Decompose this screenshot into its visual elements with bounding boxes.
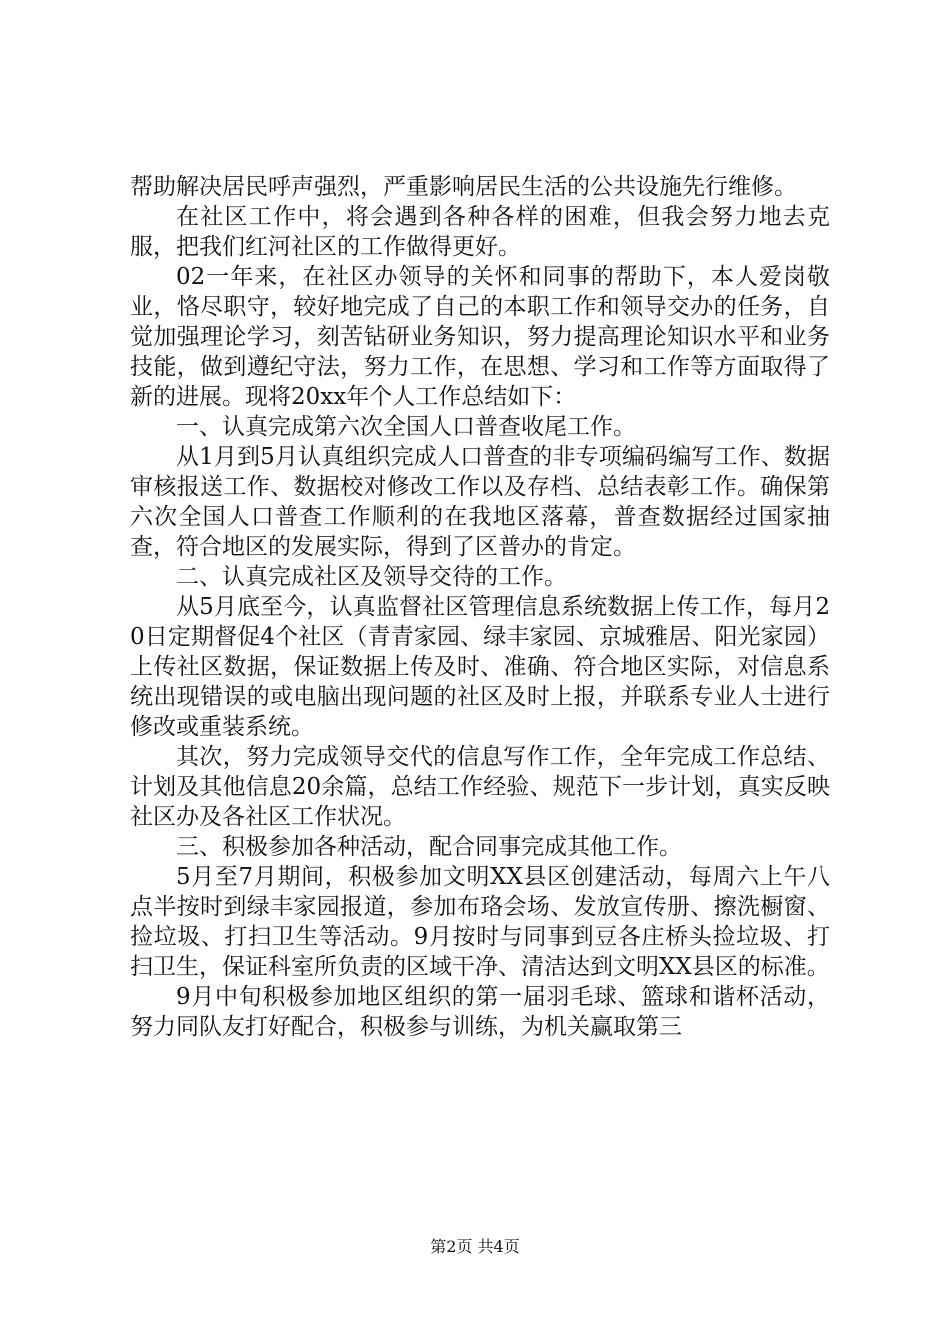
page-footer: 第2页 共4页 — [430, 1237, 520, 1256]
paragraph: 9月中旬积极参加地区组织的第一届羽毛球、篮球和谐杯活动，努力同队友打好配合，积极参与训练，为机关赢取第三 — [130, 984, 830, 1040]
paragraph: 其次，努力完成领导交代的信息写作工作，全年完成工作总结、计划及其他信息20余篇，总结工作经验、规范下一步计划，真实反映社区办及各社区工作状况。 — [130, 744, 830, 830]
section-heading-3: 三、积极参加各种活动，配合同事完成其他工作。 — [176, 834, 682, 860]
paragraph-intro: 02一年来，在社区办领导的关怀和同事的帮助下，本人爱岗敬业，恪尽职守，较好地完成了自己的本职工作和领导交办的任务，自觉加强理论学习，刻苦钻研业务知识，努力提高理论知识水平和业务技能，做到遵纪守法，努力工作，在思想、学习和工作等方面取得了新的进展。现将20xx年个人工作总结如下： — [130, 264, 830, 410]
paragraph: 5月至7月期间，积极参加文明XX县区创建活动，每周六上午八点半按时到绿丰家园报道，参加布珞会场、发放宣传册、擦洗橱窗、捡垃圾、打扫卫生等活动。9月按时与同事到豆各庄桥头捡垃圾、打扫卫生，保证科室所负责的区域干净、清洁达到文明XX县区的标准。 — [130, 864, 830, 980]
paragraph: 从1月到5月认真组织完成人口普查的非专项编码编写工作、数据审核报送工作、数据校对修改工作以及存档、总结表彰工作。确保第六次全国人口普查工作顺利的在我地区落幕，普查数据经过国家抽查，符合地区的发展实际，得到了区普办的肯定。 — [130, 444, 830, 560]
section-heading-1: 一、认真完成第六次全国人口普查收尾工作。 — [176, 414, 636, 440]
section-heading-2: 二、认真完成社区及领导交待的工作。 — [176, 564, 567, 590]
paragraph: 从5月底至今，认真监督社区管理信息系统数据上传工作，每月20日定期督促4个社区（青青家园、绿丰家园、京城雅居、阳光家园）上传社区数据，保证数据上传及时、准确、符合地区实际，对信息系统出现错误的或电脑出现问题的社区及时上报，并联系专业人士进行修改或重装系统。 — [130, 594, 830, 740]
paragraph: 在社区工作中，将会遇到各种各样的困难，但我会努力地去克服，把我们红河社区的工作做得更好。 — [130, 204, 830, 260]
document-body — [130, 172, 830, 1042]
paragraph-continuation: 帮助解决居民呼声强烈，严重影响居民生活的公共设施先行维修。 — [130, 174, 797, 200]
